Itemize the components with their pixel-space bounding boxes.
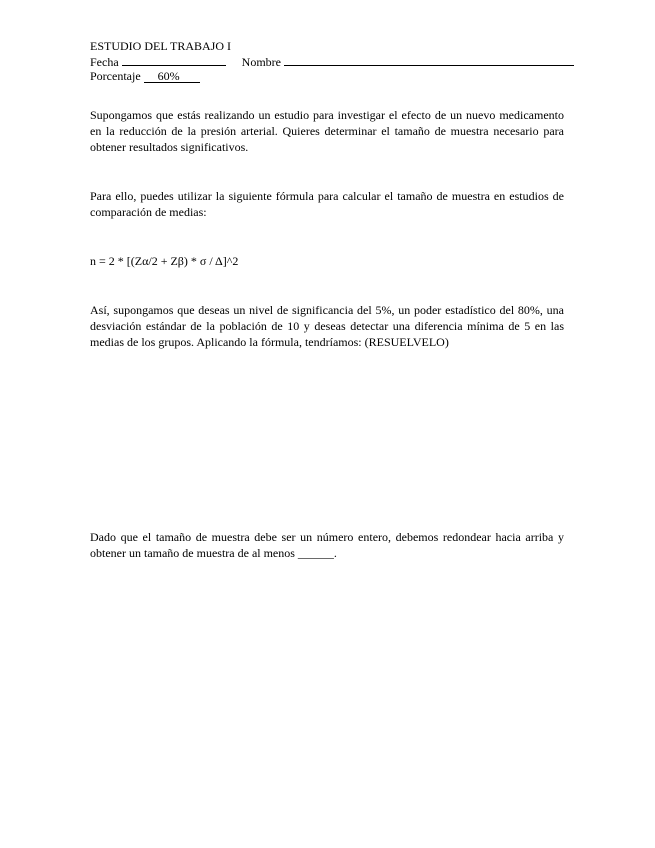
paragraph-intro: Supongamos que estás realizando un estudio para investigar el efecto de un nuevo medicamento en la reducción de la presión arterial. Quieres determinar el tamaño de muestra necesario para obtener resultados significativos. bbox=[90, 108, 564, 154]
document-title: ESTUDIO DEL TRABAJO I bbox=[90, 39, 231, 53]
paragraph-formula-intro: Para ello, puedes utilizar la siguiente fórmula para calcular el tamaño de muestra en estudios de comparación de medias: bbox=[90, 189, 564, 219]
paragraph-exercise: Así, supongamos que deseas un nivel de significancia del 5%, un poder estadístico del 80%, una desviación estándar de la población de 10 y deseas detectar una diferencia mínima de 5 en las medias de los grupos. Aplicando la fórmula, tendríamos: (RESUELVELO) bbox=[90, 303, 564, 349]
porcentaje-value: 60% bbox=[144, 70, 200, 83]
sample-size-formula: n = 2 * [(Zα/2 + Zβ) * σ / Δ]^2 bbox=[90, 254, 239, 268]
fecha-blank bbox=[122, 53, 226, 66]
porcentaje-row bbox=[90, 68, 564, 84]
porcentaje-label: Porcentaje bbox=[90, 69, 141, 83]
paragraph-conclusion: Dado que el tamaño de muestra debe ser un número entero, debemos redondear hacia arriba y obtener un tamaño de muestra de al menos ______. bbox=[90, 530, 564, 560]
fecha-label: Fecha bbox=[90, 55, 119, 69]
nombre-blank bbox=[284, 53, 574, 66]
nombre-label: Nombre bbox=[241, 55, 281, 69]
